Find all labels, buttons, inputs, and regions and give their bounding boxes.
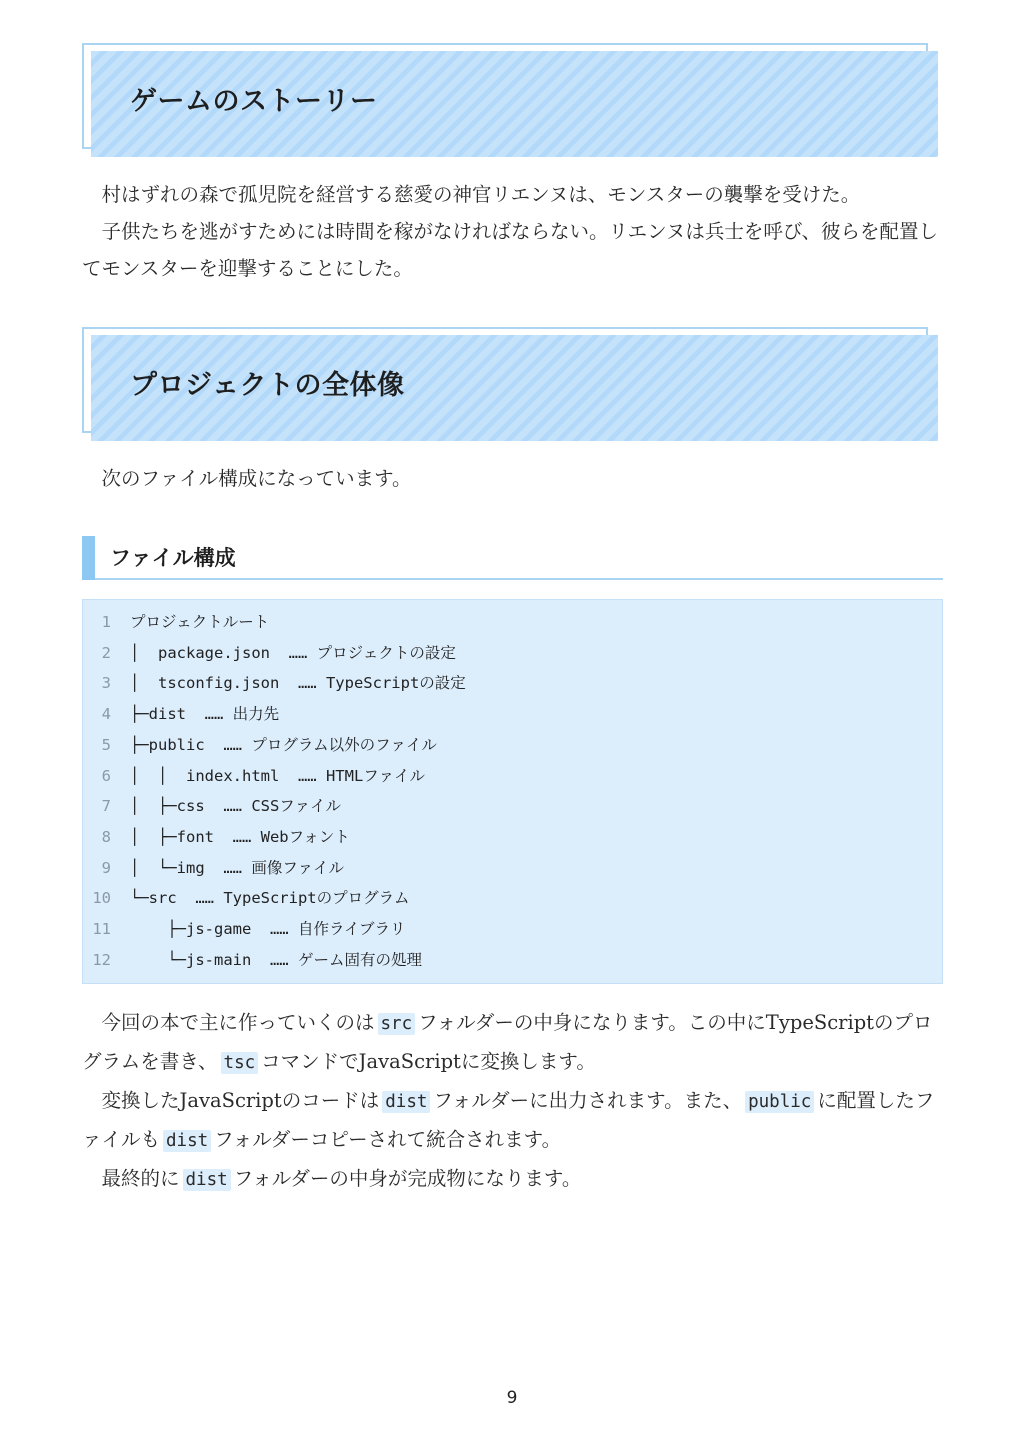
code-text: ├─dist …… 出力先 bbox=[130, 705, 280, 724]
body-paragraph bbox=[82, 1082, 940, 1160]
line-number: 5 bbox=[101, 735, 111, 754]
code-text: │ tsconfig.json …… TypeScriptの設定 bbox=[130, 674, 466, 693]
code-line bbox=[83, 883, 409, 914]
line-number: 2 bbox=[101, 643, 111, 662]
section-heading-overview bbox=[82, 327, 938, 441]
line-number: 11 bbox=[92, 920, 111, 938]
line-number: 1 bbox=[101, 613, 111, 631]
code-line bbox=[83, 607, 269, 638]
code-text: └─src …… TypeScriptのプログラム bbox=[130, 889, 410, 908]
inline-code: dist bbox=[382, 1091, 430, 1113]
body-paragraph bbox=[82, 1160, 940, 1199]
code-line bbox=[83, 638, 456, 669]
code-line bbox=[83, 945, 422, 976]
text-run: 今回の本で主に作っていくのは bbox=[101, 1011, 375, 1034]
code-text: プロジェクトルート bbox=[130, 613, 270, 631]
inline-code: dist bbox=[163, 1130, 211, 1152]
code-line bbox=[83, 791, 341, 822]
code-line bbox=[83, 668, 466, 699]
text-run: 変換したJavaScriptのコードは bbox=[101, 1089, 380, 1112]
text-run: フォルダーの中身が完成物になります。 bbox=[233, 1167, 582, 1190]
line-number: 7 bbox=[101, 797, 111, 816]
code-text: ├─js-game …… 自作ライブラリ bbox=[130, 920, 406, 938]
subheading bbox=[82, 536, 943, 580]
inline-code: public bbox=[745, 1091, 814, 1113]
code-text: │ └─img …… 画像ファイル bbox=[130, 858, 345, 877]
text-run: コマンドでJavaScriptに変換します。 bbox=[261, 1050, 596, 1073]
line-number: 10 bbox=[92, 889, 111, 908]
inline-code: tsc bbox=[221, 1052, 259, 1074]
code-text: │ package.json …… プロジェクトの設定 bbox=[130, 643, 456, 662]
body-text bbox=[82, 1004, 940, 1199]
line-number: 12 bbox=[92, 950, 111, 969]
inline-code: src bbox=[378, 1013, 416, 1035]
code-text: │ ├─css …… CSSファイル bbox=[130, 797, 341, 816]
inline-code: dist bbox=[183, 1169, 231, 1191]
code-line bbox=[83, 822, 350, 853]
line-number: 8 bbox=[101, 827, 111, 846]
code-text: │ │ index.html …… HTMLファイル bbox=[130, 766, 425, 785]
text-run: フォルダーの中身になります。この中にTypeScriptのプログラムを書き、 bbox=[82, 1011, 933, 1073]
subheading-accent-bar bbox=[82, 536, 95, 580]
code-line bbox=[83, 730, 437, 761]
code-text: ├─public …… プログラム以外のファイル bbox=[130, 735, 437, 754]
code-line bbox=[83, 699, 279, 730]
line-number: 3 bbox=[101, 674, 111, 693]
subheading-title: ファイル構成 bbox=[110, 545, 236, 570]
page-number: 9 bbox=[506, 1388, 518, 1408]
code-line bbox=[83, 914, 406, 945]
story-paragraph: 子供たちを逃がすためには時間を稼がなければならない。リエンヌは兵士を呼び、彼らを配置してモンスターを迎撃することにした。 bbox=[82, 220, 939, 280]
text-run: 最終的に bbox=[101, 1167, 180, 1190]
intro-paragraph: 次のファイル構成になっています。 bbox=[101, 467, 412, 490]
code-line bbox=[83, 761, 425, 792]
line-number: 4 bbox=[101, 705, 111, 724]
text-run: フォルダーに出力されます。また、 bbox=[433, 1089, 743, 1112]
section-title: プロジェクトの全体像 bbox=[130, 370, 405, 401]
code-text: └─js-main …… ゲーム固有の処理 bbox=[130, 950, 422, 969]
overview-intro bbox=[82, 460, 940, 497]
code-text: │ ├─font …… Webフォント bbox=[130, 827, 350, 846]
body-paragraph bbox=[82, 1004, 940, 1082]
section-heading-story bbox=[82, 43, 938, 157]
code-line bbox=[83, 853, 344, 884]
section-title: ゲームのストーリー bbox=[130, 86, 378, 117]
text-run: に配置したファイルも bbox=[82, 1089, 935, 1151]
line-number: 6 bbox=[101, 766, 111, 785]
text-run: フォルダーコピーされて統合されます。 bbox=[214, 1128, 562, 1151]
file-structure-code-block bbox=[82, 599, 943, 984]
line-number: 9 bbox=[101, 858, 111, 877]
story-paragraph: 村はずれの森で孤児院を経営する慈愛の神官リエンヌは、モンスターの襲撃を受けた。 bbox=[101, 183, 861, 206]
story-text bbox=[82, 176, 940, 287]
